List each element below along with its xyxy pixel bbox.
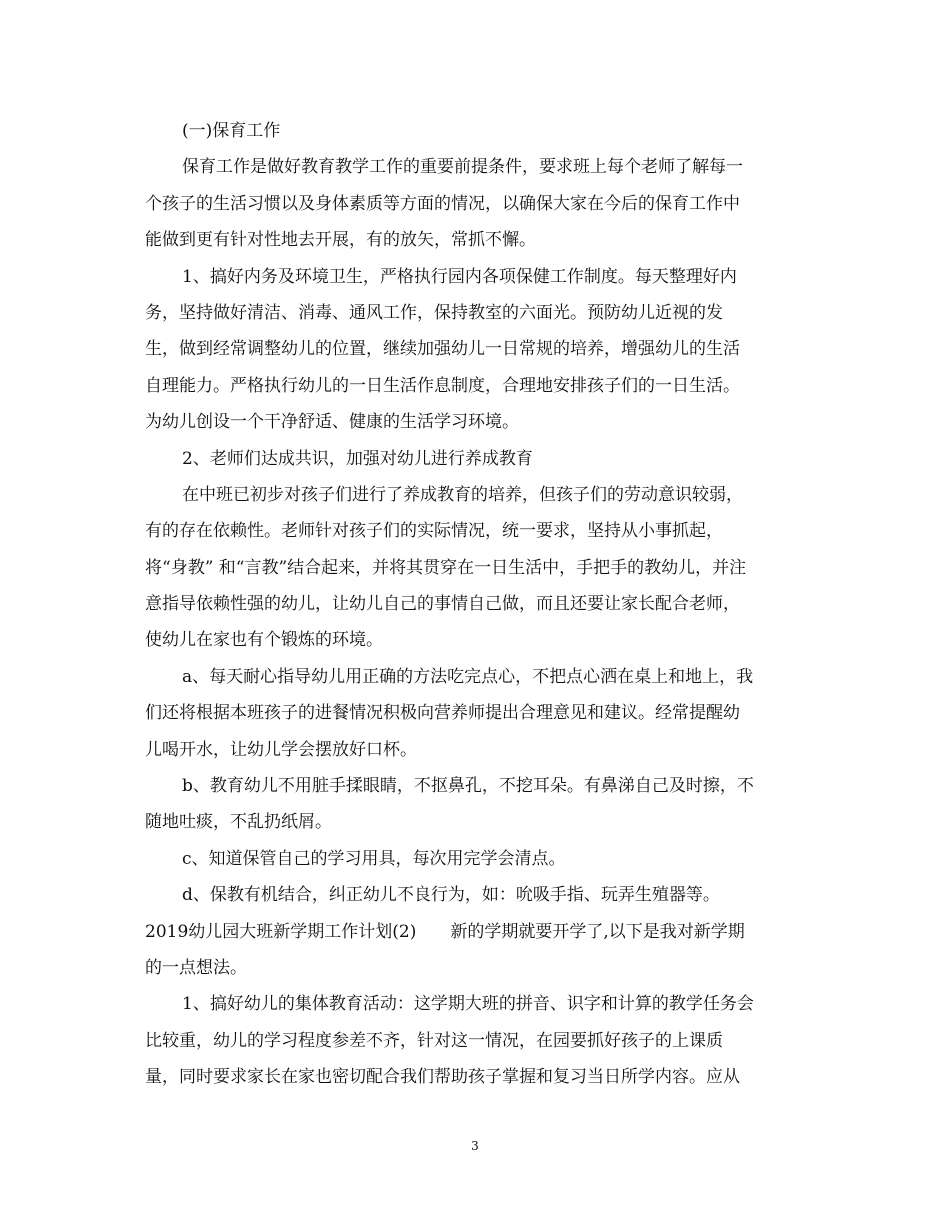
- text-line: 量，同时要求家长在家也密切配合我们帮助孩子掌握和复习当日所学内容。应从: [145, 1067, 740, 1088]
- text-line: b、教育幼儿不用脏手揉眼睛，不抠鼻孔，不挖耳朵。有鼻涕自己及时擦，不: [182, 776, 754, 797]
- page-number: 3: [471, 1139, 479, 1153]
- text-line: 比较重，幼儿的学习程度参差不齐，针对这一情况，在园要抓好孩子的上课质: [145, 1030, 723, 1051]
- text-line: 1、搞好幼儿的集体教育活动：这学期大班的拼音、识字和计算的教学任务会: [182, 994, 754, 1015]
- text-line: 能做到更有针对性地去开展，有的放矢，常抓不懈。: [145, 230, 536, 251]
- text-line: 意指导依赖性强的幼儿，让幼儿自己的事情自己做，而且还要让家长配合老师，: [145, 594, 740, 615]
- text-line: 有的存在依赖性。老师针对孩子们的实际情况，统一要求，坚持从小事抓起，: [145, 521, 723, 542]
- text-line: 为幼儿创设一个干净舒适、健康的生活学习环境。: [145, 412, 519, 433]
- text-line: 2、老师们达成共识，加强对幼儿进行养成教育: [182, 448, 533, 469]
- text-line: 在中班已初步对孩子们进行了养成教育的培养，但孩子们的劳动意识较弱，: [182, 484, 743, 505]
- text-line: 生，做到经常调整幼儿的位置，继续加强幼儿一日常规的培养，增强幼儿的生活: [145, 339, 740, 360]
- text-line: 自理能力。严格执行幼儿的一日生活作息制度，合理地安排孩子们的一日生活。: [145, 375, 740, 396]
- text-line: 个孩子的生活习惯以及身体素质等方面的情况，以确保大家在今后的保育工作中: [145, 193, 740, 214]
- text-line: 们还将根据本班孩子的进餐情况积极向营养师提出合理意见和建议。经常提醒幼: [145, 703, 740, 724]
- text-line: d、保教有机结合，纠正幼儿不良行为，如：吮吸手指、玩弄生殖器等。: [182, 885, 720, 906]
- text-line: 的一点想法。: [145, 957, 247, 978]
- text-line: 将“身教” 和“言教”结合起来，并将其贯穿在一日生活中，手把手的教幼儿，并注: [145, 557, 747, 578]
- body-text: [145, 113, 810, 1096]
- text-line: 务，坚持做好清洁、消毒、通风工作，保持教室的六面光。预防幼儿近视的发: [145, 302, 723, 323]
- text-line: 儿喝开水，让幼儿学会摆放好口杯。: [145, 739, 417, 760]
- text-line: 1、搞好内务及环境卫生，严格执行园内各项保健工作制度。每天整理好内: [182, 266, 737, 287]
- text-line: 使幼儿在家也有个锻炼的环境。: [145, 630, 383, 651]
- text-line: 随地吐痰，不乱扔纸屑。: [145, 812, 332, 833]
- section-heading: (一)保育工作: [182, 121, 281, 141]
- text-line: 2019幼儿园大班新学期工作计划(2) 新的学期就要开学了,以下是我对新学期: [145, 921, 745, 942]
- text-line: c、知道保管自己的学习用具，每次用完学会清点。: [182, 848, 566, 869]
- text-line: 保育工作是做好教育教学工作的重要前提条件，要求班上每个老师了解每一: [182, 157, 743, 178]
- text-line: a、每天耐心指导幼儿用正确的方法吃完点心，不把点心洒在桌上和地上，我: [182, 666, 754, 687]
